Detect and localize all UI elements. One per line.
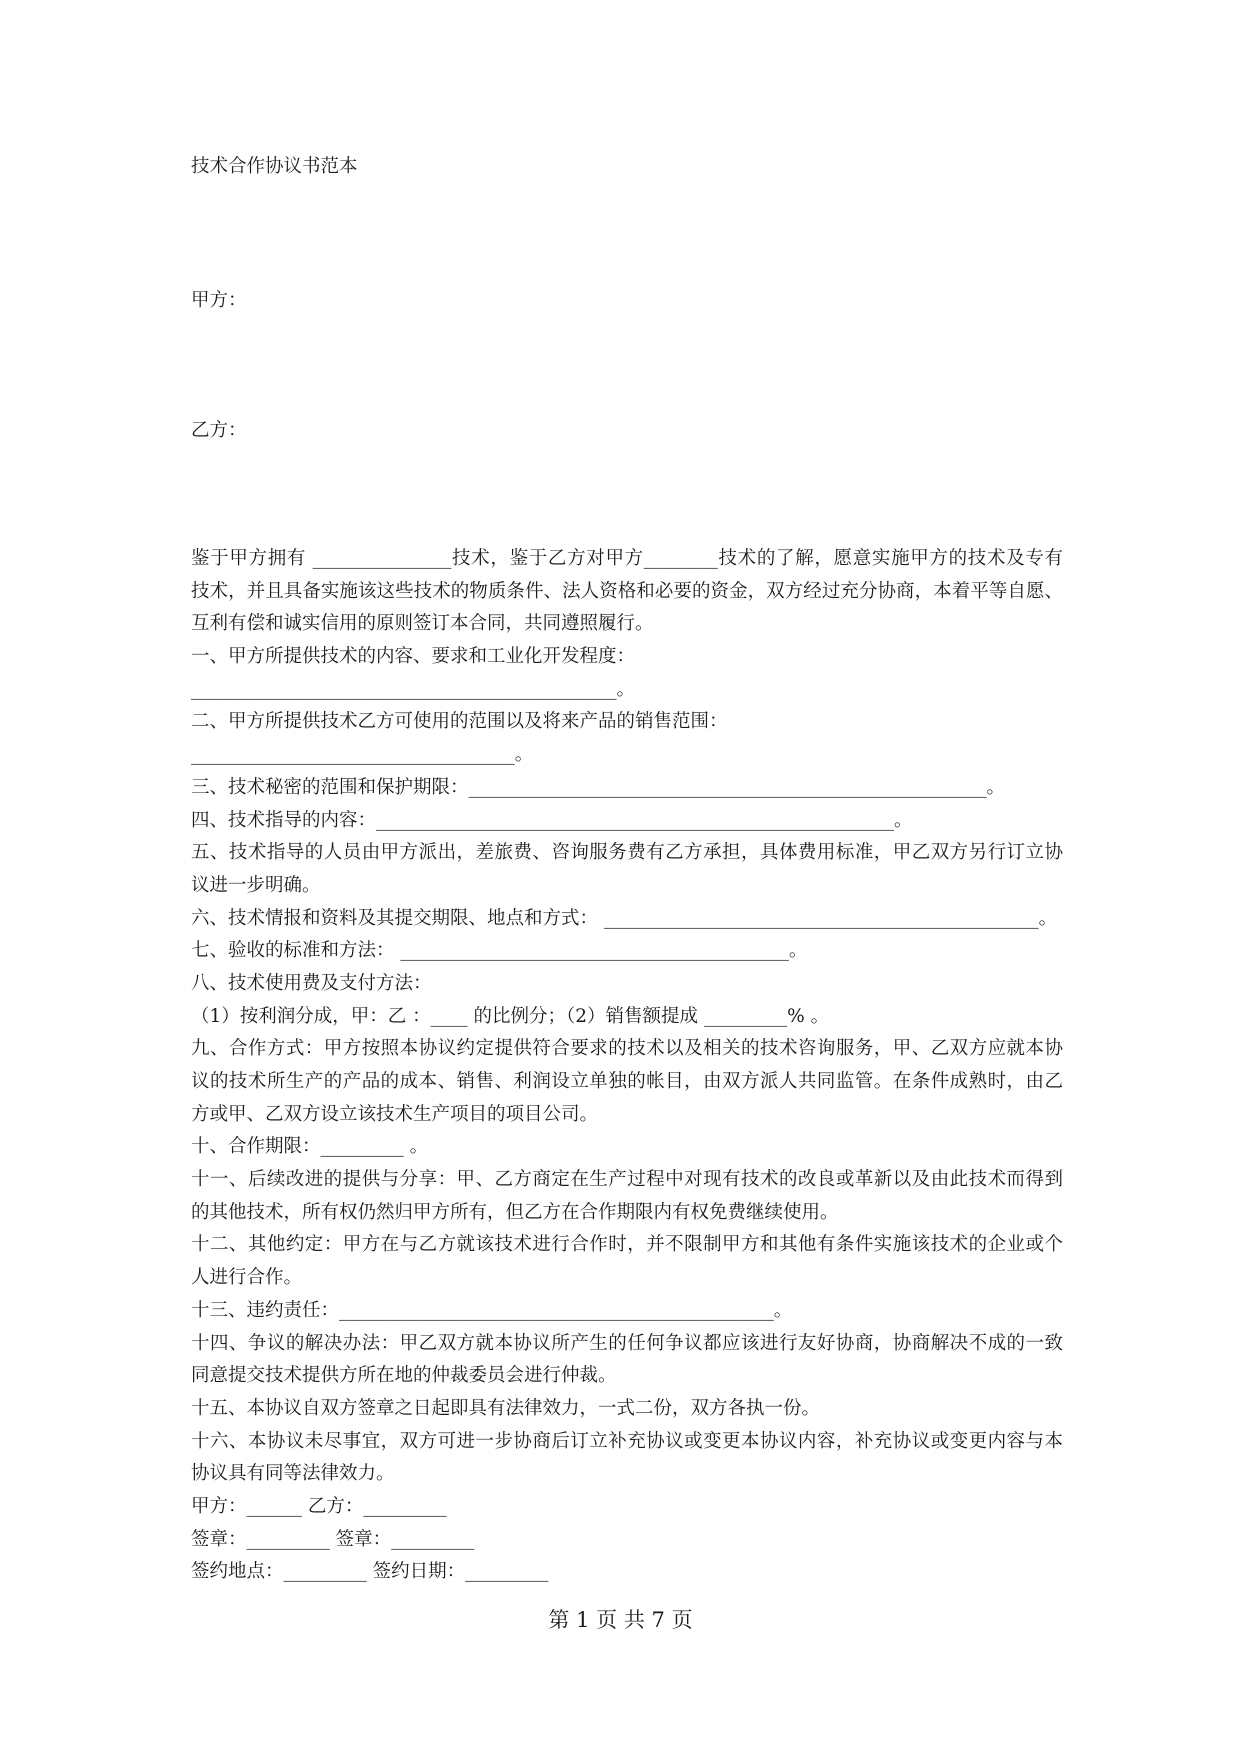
- clause-16-line: 协议具有同等法律效力。: [191, 1463, 395, 1485]
- preamble-line: 鉴于甲方拥有 _______________技术，鉴于乙方对甲方________技术的了解，愿意实施甲方的技术及专有: [191, 548, 1063, 569]
- clause-15: 十五、本协议自双方签章之日起即具有法律效力，一式二份，双方各执一份。: [191, 1397, 821, 1419]
- clause-7: 七、验收的标准和方法： __________________________________________。: [191, 940, 808, 962]
- clause-11-line: 十一、后续改进的提供与分享：甲、乙方商定在生产过程中对现有技术的改良或革新以及由此技术而得到: [191, 1169, 1063, 1191]
- party-b-label: 乙方：: [191, 420, 247, 441]
- clause-14-line: 同意提交技术提供方所在地的仲裁委员会进行仲裁。: [191, 1365, 617, 1387]
- document-title: 技术合作协议书范本: [191, 156, 358, 177]
- clause-8-payment-terms: （1）按利润分成，甲：乙 ：____ 的比例分；（2）销售额提成 _________% 。: [191, 1005, 830, 1027]
- clause-6: 六、技术情报和资料及其提交期限、地点和方式： _______________________________________________。: [191, 907, 1058, 929]
- clause-3: 三、技术秘密的范围和保护期限：________________________________________________________。: [191, 776, 1006, 798]
- clause-4: 四、技术指导的内容：________________________________________________________。: [191, 809, 913, 831]
- total-word: 共: [623, 1608, 645, 1632]
- clause-2-blank: ___________________________________。: [191, 744, 534, 766]
- clause-12-line: 十二、其他约定：甲方在与乙方就该技术进行合作时，并不限制甲方和其他有条件实施该技术的企业或个: [191, 1234, 1063, 1256]
- clause-13: 十三、违约责任：_______________________________________________。: [191, 1299, 793, 1321]
- signature-parties: 甲方：______ 乙方：_________: [191, 1495, 447, 1517]
- clause-5-line: 议进一步明确。: [191, 874, 321, 896]
- party-a-label: 甲方：: [191, 290, 247, 311]
- clause-16-line: 十六、本协议未尽事宜，双方可进一步协商后订立补充协议或变更本协议内容，补充协议或变更内容与本: [191, 1430, 1063, 1452]
- preamble-line: 互利有偿和诚实信用的原则签订本合同，共同遵照履行。: [191, 613, 654, 635]
- clause-1-blank: ______________________________________________。: [191, 678, 636, 700]
- clause-12-line: 人进行合作。: [191, 1267, 303, 1289]
- clause-9-line: 议的技术所生产的产品的成本、销售、利润设立单独的帐目，由双方派人共同监管。在条件成熟时，由乙: [191, 1071, 1063, 1092]
- clause-14-line: 十四、争议的解决办法：甲乙双方就本协议所产生的任何争议都应该进行友好协商，协商解决不成的一致: [191, 1332, 1063, 1354]
- clause-2-heading: 二、甲方所提供技术乙方可使用的范围以及将来产品的销售范围：: [191, 711, 728, 733]
- clause-5-line: 五、技术指导的人员由甲方派出，差旅费、咨询服务费有乙方承担，具体费用标准，甲乙双方另行订立协: [191, 842, 1063, 864]
- total-page-count: 7: [651, 1608, 665, 1632]
- current-page-number: 1: [576, 1608, 590, 1632]
- preamble-line: 技术，并且具备实施该这些技术的物质条件、法人资格和必要的资金，双方经过充分协商，本着平等自愿、: [191, 580, 1063, 602]
- clause-9-line: 九、合作方式：甲方按照本协议约定提供符合要求的技术以及相关的技术咨询服务，甲、乙双方应就本协: [191, 1038, 1063, 1060]
- signature-place-date: 签约地点：_________ 签约日期：_________: [191, 1561, 549, 1583]
- clause-8-heading: 八、技术使用费及支付方法：: [191, 972, 432, 994]
- clause-11-line: 的其他技术，所有权仍然归甲方所有，但乙方在合作期限内有权免费继续使用。: [191, 1201, 839, 1223]
- total-unit: 页: [671, 1608, 693, 1632]
- clause-1-heading: 一、甲方所提供技术的内容、要求和工业化开发程度：: [191, 646, 636, 668]
- page-number-footer: [0, 1604, 1241, 1636]
- signature-seals: 签章：_________ 签章：_________: [191, 1528, 475, 1550]
- agreement-body: [191, 543, 1063, 1589]
- clause-10: 十、合作期限：_________ 。: [191, 1136, 429, 1158]
- page-word: 第: [548, 1608, 570, 1632]
- page-unit: 页: [596, 1608, 618, 1632]
- clause-9-line: 方或甲、乙双方设立该技术生产项目的项目公司。: [191, 1103, 599, 1125]
